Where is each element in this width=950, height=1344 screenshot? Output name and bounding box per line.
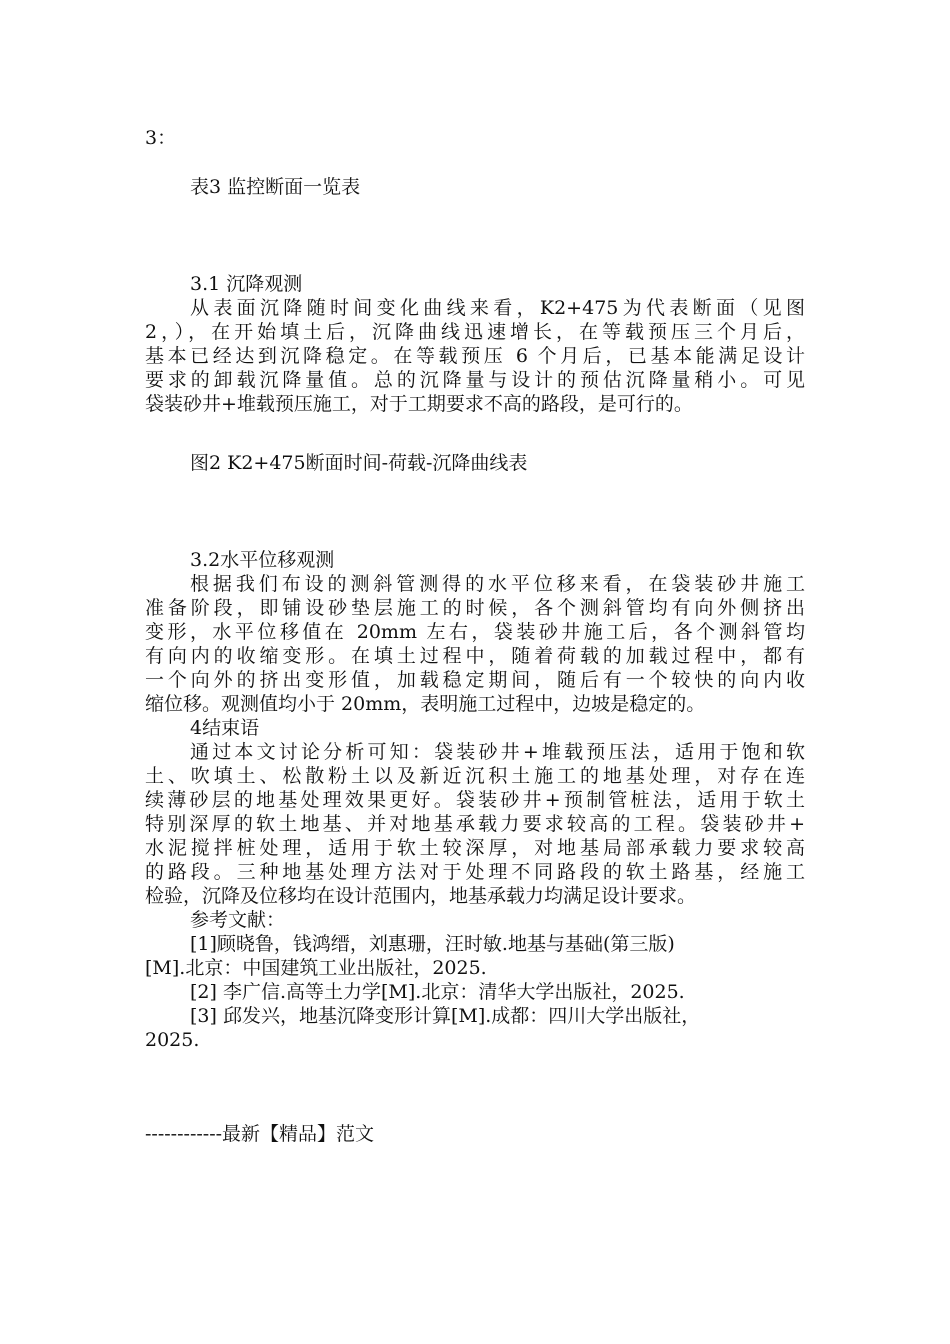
reference-item: [2] 李广信.高等土力学[M].北京：清华大学出版社，2025. [190, 981, 685, 1003]
paragraph-line: 准备阶段，即铺设砂垫层施工的时候，各个测斜管均有向外侧挤出 [145, 597, 805, 619]
text-fragment: 3： [145, 127, 177, 149]
paragraph-line: 从表面沉降随时间变化曲线来看，K2+475为代表断面（见图 [190, 297, 805, 319]
section-heading-3-1: 3.1 沉降观测 [190, 273, 303, 295]
table-caption: 表3 监控断面一览表 [190, 176, 361, 198]
paragraph-line: 的路段。三种地基处理方法对于处理不同路段的软土路基，经施工 [145, 861, 805, 883]
paragraph-line: 水泥搅拌桩处理，适用于软土较深厚，对地基局部承载力要求较高 [145, 837, 805, 859]
paragraph-line: 检验，沉降及位移均在设计范围内，地基承载力均满足设计要求。 [145, 885, 697, 907]
paragraph-line: 通过本文讨论分析可知：袋装砂井+堆载预压法，适用于饱和软 [190, 741, 805, 763]
paragraph-line: 基本已经达到沉降稳定。在等载预压 6 个月后，已基本能满足设计 [145, 345, 805, 367]
reference-item-continued: 2025. [145, 1029, 200, 1051]
paragraph-line: 要求的卸载沉降量值。总的沉降量与设计的预估沉降量稍小。可见 [145, 369, 805, 391]
paragraph-line: 袋装砂井+堆载预压施工，对于工期要求不高的路段，是可行的。 [145, 393, 693, 415]
figure-caption: 图2 K2+475断面时间-荷载-沉降曲线表 [190, 452, 528, 474]
references-heading: 参考文献： [190, 909, 286, 931]
paragraph-line: 2，），在开始填土后，沉降曲线迅速增长，在等载预压三个月后， [145, 321, 805, 343]
section-heading-3-2: 3.2水平位移观测 [190, 549, 335, 571]
paragraph-line: 续薄砂层的地基处理效果更好。袋装砂井+预制管桩法，适用于软土 [145, 789, 805, 811]
reference-item: [1]顾晓鲁，钱鸿缙，刘惠珊，汪时敏.地基与基础(第三版) [190, 933, 675, 955]
paragraph-line: 缩位移。观测值均小于 20mm，表明施工过程中，边坡是稳定的。 [145, 693, 706, 715]
reference-item: [3] 邱发兴，地基沉降变形计算[M].成都：四川大学出版社， [190, 1005, 701, 1027]
paragraph-line: 变形，水平位移值在 20mm 左右，袋装砂井施工后，各个测斜管均 [145, 621, 805, 643]
paragraph-line: 有向内的收缩变形。在填土过程中，随着荷载的加载过程中，都有 [145, 645, 805, 667]
reference-item-continued: [M].北京：中国建筑工业出版社，2025. [145, 957, 487, 979]
paragraph-line: 特别深厚的软土地基、并对地基承载力要求较高的工程。袋装砂井+ [145, 813, 805, 835]
paragraph-line: 一个向外的挤出变形值，加载稳定期间，随后有一个较快的向内收 [145, 669, 805, 691]
footer-text: ------------最新【精品】范文 [145, 1123, 375, 1145]
paragraph-line: 根据我们布设的测斜管测得的水平位移来看，在袋装砂井施工 [190, 573, 805, 595]
paragraph-line: 土、吹填土、松散粉土以及新近沉积土施工的地基处理，对存在连 [145, 765, 805, 787]
section-heading-4: 4结束语 [190, 717, 260, 739]
